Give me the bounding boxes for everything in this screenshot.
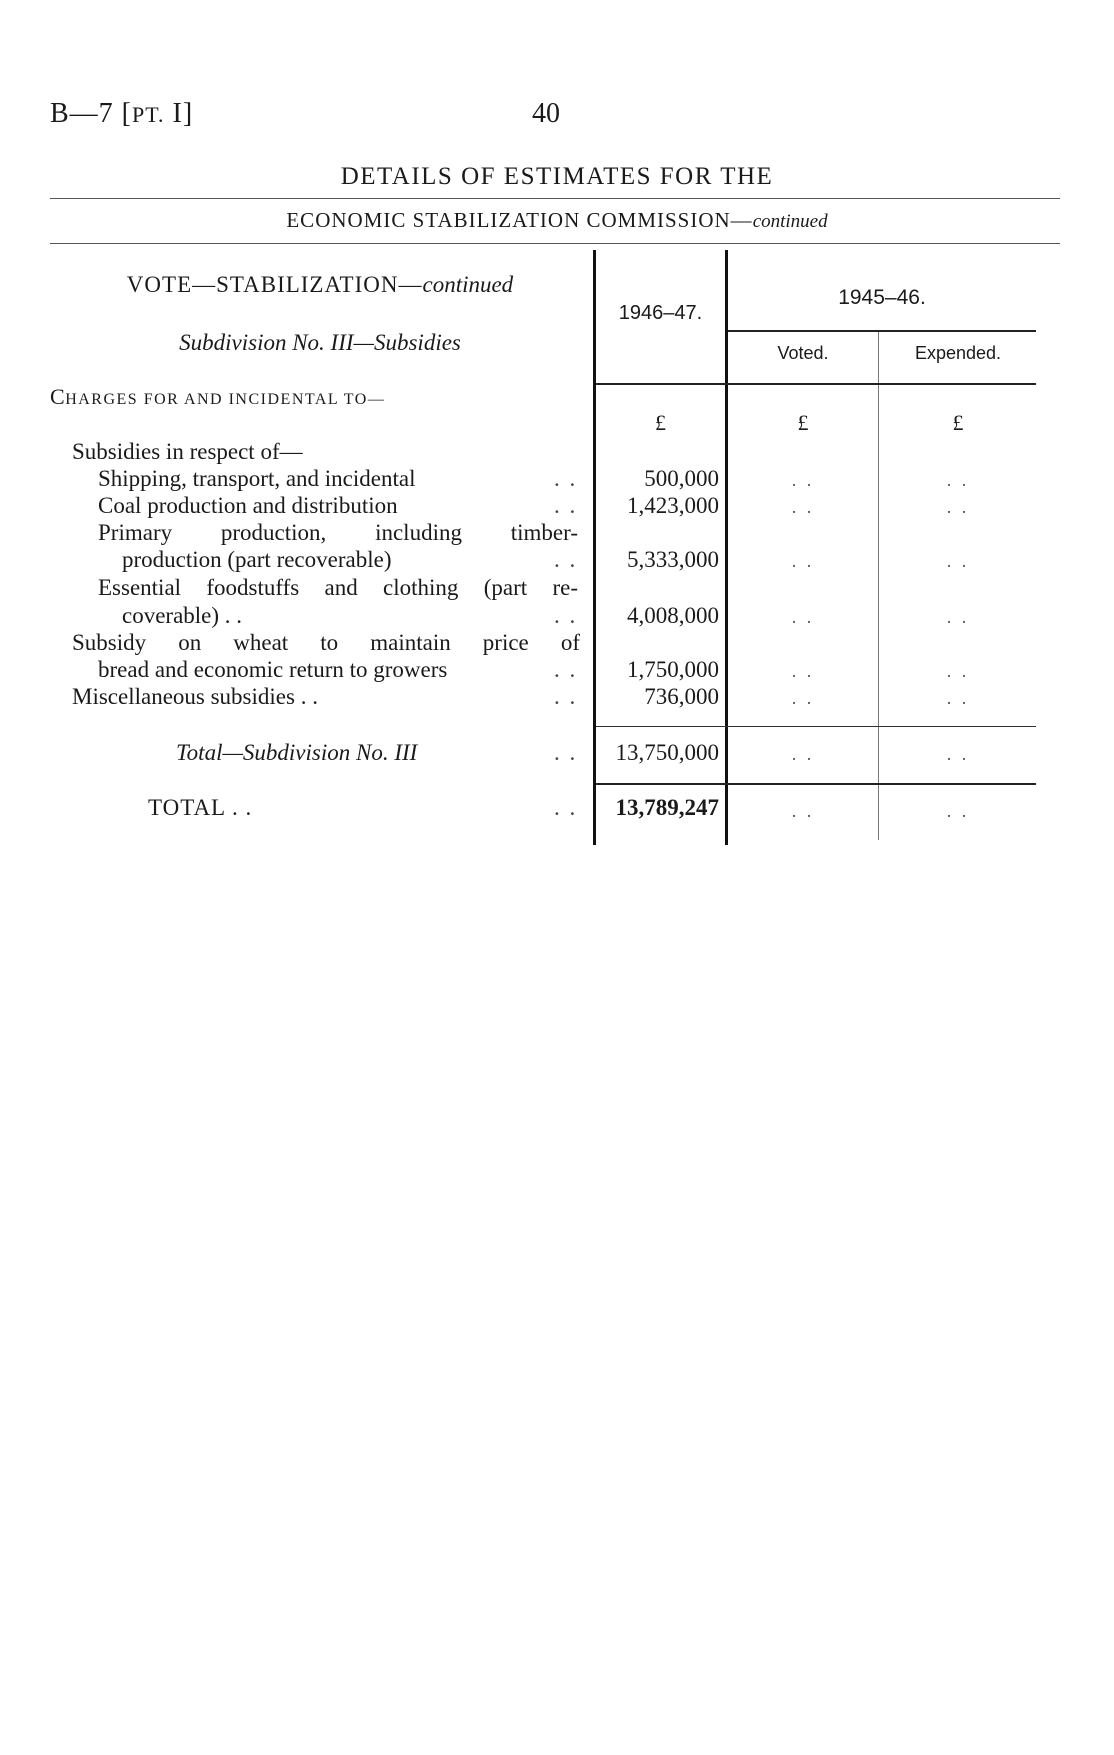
- row-voted: . .: [791, 551, 815, 571]
- row-description: Primary production, including timber-: [98, 520, 578, 545]
- grand-total-voted: . .: [791, 801, 815, 821]
- column-header-rule: [596, 383, 1036, 385]
- row-leader: . .: [554, 547, 578, 572]
- row-expended: . .: [946, 470, 970, 490]
- page-number: 40: [532, 98, 560, 129]
- total-rule: [596, 783, 1036, 785]
- row-leader: . .: [554, 740, 578, 765]
- row-expended: . .: [946, 497, 970, 517]
- row-description-cont: bread and economic return to growers: [98, 657, 448, 682]
- row-description: Coal production and distribution: [98, 493, 398, 518]
- row-description: Essential foodstuffs and clothing (part re-: [98, 575, 578, 600]
- row-expended: . .: [946, 607, 970, 627]
- document-subtitle: ECONOMIC STABILIZATION COMMISSION—continued: [286, 208, 828, 232]
- row-value: 1,750,000: [627, 657, 719, 682]
- subdivision-total-expended: . .: [946, 744, 970, 764]
- subtotal-rule: [596, 726, 1036, 727]
- row-value: 736,000: [644, 684, 719, 709]
- column-header-1946-47: 1946–47.: [618, 302, 703, 324]
- row-value: 4,008,000: [627, 603, 719, 628]
- row-value: 1,423,000: [627, 493, 719, 518]
- grand-total-value: 13,789,247: [615, 795, 719, 820]
- column-divider-right: [878, 330, 879, 840]
- subtitle-rule: [50, 243, 1060, 244]
- row-description: Miscellaneous subsidies . .: [72, 684, 318, 709]
- subdivision-total-voted: . .: [791, 744, 815, 764]
- grand-total-label: TOTAL . .: [148, 795, 253, 820]
- column-header-1945-46: 1945–46.: [838, 286, 926, 309]
- row-voted: . .: [791, 661, 815, 681]
- charges-heading: CHARGES FOR AND INCIDENTAL TO—: [50, 384, 386, 409]
- row-leader: . .: [554, 684, 578, 709]
- row-leader: . .: [554, 493, 578, 518]
- title-rule: [50, 198, 1060, 199]
- currency-voted: £: [797, 410, 809, 435]
- row-description: Shipping, transport, and incidental: [98, 466, 416, 491]
- subdivision-total-value: 13,750,000: [615, 740, 719, 765]
- page-reference: B—7 [PT. I]: [50, 98, 194, 129]
- row-description-cont: production (part recoverable): [122, 547, 392, 572]
- column-header-expended: Expended.: [914, 343, 1002, 363]
- row-voted: . .: [791, 688, 815, 708]
- subsidies-heading: Subsidies in respect of—: [72, 439, 303, 464]
- currency-1946-47: £: [655, 410, 666, 435]
- document-title: DETAILS OF ESTIMATES FOR THE: [340, 163, 774, 190]
- row-voted: . .: [791, 497, 815, 517]
- row-expended: . .: [946, 661, 970, 681]
- row-expended: . .: [946, 688, 970, 708]
- row-leader: . .: [554, 657, 578, 682]
- subdivision-total-label: Total—Subdivision No. III: [176, 740, 418, 765]
- row-description-cont: coverable) . .: [122, 603, 243, 628]
- row-voted: . .: [791, 607, 815, 627]
- row-leader: . .: [554, 795, 578, 820]
- currency-expended: £: [952, 410, 964, 435]
- grand-total-expended: . .: [946, 801, 970, 821]
- row-description: Subsidy on wheat to maintain price of: [72, 630, 580, 655]
- row-value: 5,333,000: [627, 547, 719, 572]
- subdivision-heading: Subdivision No. III—Subsidies: [179, 330, 461, 355]
- year-header-rule: [728, 330, 1036, 332]
- row-leader: . .: [554, 466, 578, 491]
- row-voted: . .: [791, 470, 815, 490]
- row-leader: . .: [554, 603, 578, 628]
- row-expended: . .: [946, 551, 970, 571]
- column-divider-left: [593, 250, 596, 845]
- row-value: 500,000: [644, 466, 719, 491]
- column-header-voted: Voted.: [777, 343, 829, 363]
- vote-heading: VOTE—STABILIZATION—continued: [126, 272, 514, 297]
